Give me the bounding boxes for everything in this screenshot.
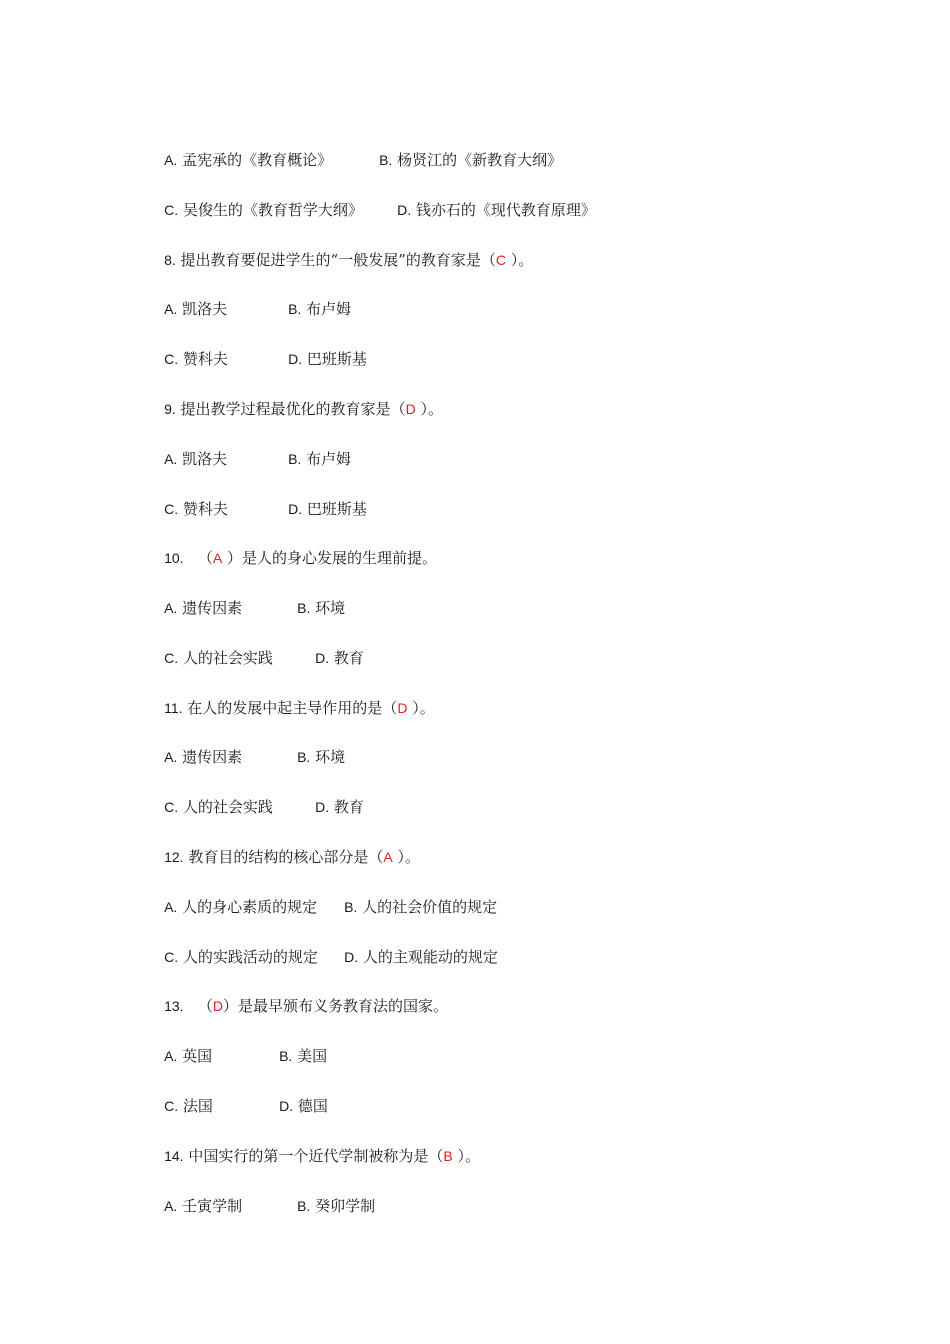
question-text: （ xyxy=(197,997,213,1015)
answer-mark: A xyxy=(212,550,223,566)
option-letter: B. xyxy=(344,899,358,915)
question-number: 10. xyxy=(164,550,184,566)
option-line xyxy=(145,871,498,916)
option-line xyxy=(145,1020,328,1065)
question-number: 14. xyxy=(164,1148,184,1164)
option-letter: D. xyxy=(279,1098,294,1114)
option-letter: C. xyxy=(164,1098,179,1114)
option-c xyxy=(164,1094,279,1118)
option-letter: A. xyxy=(164,152,178,168)
question-line xyxy=(145,373,443,418)
option-letter: D. xyxy=(397,202,412,218)
option-letter: C. xyxy=(164,799,179,815)
option-letter: C. xyxy=(164,202,179,218)
option-line xyxy=(145,423,352,468)
option-text: 人的主观能动的规定 xyxy=(362,948,498,966)
option-line xyxy=(145,1170,376,1215)
option-a xyxy=(164,895,344,919)
option-b xyxy=(344,895,497,919)
option-b xyxy=(297,745,345,769)
option-letter: B. xyxy=(297,1198,311,1214)
option-text: 赞科夫 xyxy=(182,350,228,368)
option-letter: D. xyxy=(288,351,303,367)
option-text: 教育 xyxy=(333,649,364,667)
option-c xyxy=(164,497,288,521)
option-text: 赞科夫 xyxy=(182,500,228,518)
option-text: 人的社会实践 xyxy=(182,649,273,667)
option-a xyxy=(164,297,288,321)
option-d xyxy=(288,497,367,521)
question-number: 11. xyxy=(164,700,183,716)
option-letter: A. xyxy=(164,1198,178,1214)
option-d xyxy=(397,198,596,222)
option-d xyxy=(288,347,367,371)
option-d xyxy=(279,1094,328,1118)
option-line xyxy=(145,124,563,169)
option-text: 布卢姆 xyxy=(306,450,352,468)
option-letter: D. xyxy=(315,799,330,815)
option-line xyxy=(145,921,498,966)
option-text: 教育 xyxy=(333,798,364,816)
answer-mark: C xyxy=(495,252,507,268)
option-text: 孟宪承的《教育概论》 xyxy=(182,151,333,169)
option-line xyxy=(145,273,352,318)
question-number: 13. xyxy=(164,998,184,1014)
option-b xyxy=(379,148,562,172)
option-letter: B. xyxy=(288,451,302,467)
option-a xyxy=(164,148,379,172)
option-text: 德国 xyxy=(297,1097,328,1115)
option-letter: A. xyxy=(164,749,178,765)
option-letter: B. xyxy=(379,152,393,168)
option-text: 遗传因素 xyxy=(182,599,243,617)
question-line xyxy=(145,970,449,1015)
question-text: 在人的发展中起主导作用的是（ xyxy=(187,699,398,717)
option-text: 环境 xyxy=(315,599,346,617)
question-line xyxy=(145,821,420,866)
option-text: 人的社会价值的规定 xyxy=(362,898,498,916)
option-text: 巴班斯基 xyxy=(306,350,367,368)
option-text: 人的社会实践 xyxy=(182,798,273,816)
option-text: 环境 xyxy=(315,748,346,766)
option-letter: D. xyxy=(315,650,330,666)
option-line xyxy=(145,473,367,518)
option-line xyxy=(145,572,346,617)
option-line xyxy=(145,323,367,368)
option-letter: D. xyxy=(288,501,303,517)
option-text: 钱亦石的《现代教育原理》 xyxy=(415,201,596,219)
option-d xyxy=(315,795,364,819)
option-letter: A. xyxy=(164,899,178,915)
option-c xyxy=(164,945,344,969)
question-text: 提出教育要促进学生的“一般发展”的教育家是（ xyxy=(180,251,496,269)
question-text: （ xyxy=(197,549,213,567)
option-text: 吴俊生的《教育哲学大纲》 xyxy=(182,201,363,219)
option-b xyxy=(288,447,351,471)
option-letter: D. xyxy=(344,949,359,965)
option-d xyxy=(315,646,364,670)
option-letter: A. xyxy=(164,301,178,317)
option-letter: A. xyxy=(164,451,178,467)
option-letter: A. xyxy=(164,1048,178,1064)
option-line xyxy=(145,1070,328,1115)
option-letter: A. xyxy=(164,600,178,616)
option-a xyxy=(164,745,297,769)
option-b xyxy=(297,1194,375,1218)
question-text-end: ）。 xyxy=(397,848,420,866)
answer-mark: B xyxy=(443,1148,453,1164)
answer-mark: D xyxy=(212,998,223,1014)
option-text: 法国 xyxy=(182,1097,213,1115)
option-letter: B. xyxy=(288,301,302,317)
question-text-end: ）是人的身心发展的生理前提。 xyxy=(227,549,438,567)
option-text: 遗传因素 xyxy=(182,748,243,766)
option-line xyxy=(145,622,364,667)
question-number: 9. xyxy=(164,401,176,417)
option-text: 凯洛夫 xyxy=(182,450,228,468)
option-line xyxy=(145,174,596,219)
option-b xyxy=(288,297,351,321)
answer-mark: D xyxy=(405,401,416,417)
option-c xyxy=(164,198,397,222)
option-b xyxy=(297,596,345,620)
question-text-end: ）。 xyxy=(510,251,534,269)
option-a xyxy=(164,1044,279,1068)
option-c xyxy=(164,795,315,819)
option-text: 杨贤江的《新教育大纲》 xyxy=(397,151,563,169)
question-text-end: ）。 xyxy=(457,1147,480,1165)
option-text: 巴班斯基 xyxy=(306,500,367,518)
option-letter: C. xyxy=(164,351,179,367)
option-text: 人的实践活动的规定 xyxy=(182,948,318,966)
question-text-end: ）是最早颁布义务教育法的国家。 xyxy=(223,997,449,1015)
question-text: 提出教学过程最优化的教育家是（ xyxy=(180,400,406,418)
option-text: 凯洛夫 xyxy=(182,300,228,318)
option-a xyxy=(164,1194,297,1218)
question-number: 12. xyxy=(164,849,184,865)
question-text: 中国实行的第一个近代学制被称为是（ xyxy=(188,1147,444,1165)
option-letter: B. xyxy=(279,1048,293,1064)
option-letter: C. xyxy=(164,949,179,965)
answer-mark: D xyxy=(397,700,408,716)
question-line xyxy=(145,1120,480,1165)
option-letter: B. xyxy=(297,749,311,765)
question-line xyxy=(145,224,534,269)
question-number: 8. xyxy=(164,252,176,268)
option-line xyxy=(145,721,346,766)
option-a xyxy=(164,447,288,471)
option-letter: C. xyxy=(164,650,179,666)
question-line xyxy=(145,522,438,567)
question-text-end: ）。 xyxy=(420,400,443,418)
option-text: 布卢姆 xyxy=(306,300,352,318)
answer-mark: A xyxy=(383,849,393,865)
question-text-end: ）。 xyxy=(412,699,435,717)
option-c xyxy=(164,347,288,371)
option-a xyxy=(164,596,297,620)
option-letter: C. xyxy=(164,501,179,517)
option-text: 癸卯学制 xyxy=(315,1197,376,1215)
question-line xyxy=(145,672,435,717)
option-text: 美国 xyxy=(297,1047,328,1065)
option-text: 人的身心素质的规定 xyxy=(182,898,318,916)
option-text: 壬寅学制 xyxy=(182,1197,243,1215)
option-b xyxy=(279,1044,327,1068)
option-line xyxy=(145,771,364,816)
option-d xyxy=(344,945,498,969)
option-letter: B. xyxy=(297,600,311,616)
option-text: 英国 xyxy=(182,1047,213,1065)
question-text: 教育目的结构的核心部分是（ xyxy=(188,848,384,866)
option-c xyxy=(164,646,315,670)
